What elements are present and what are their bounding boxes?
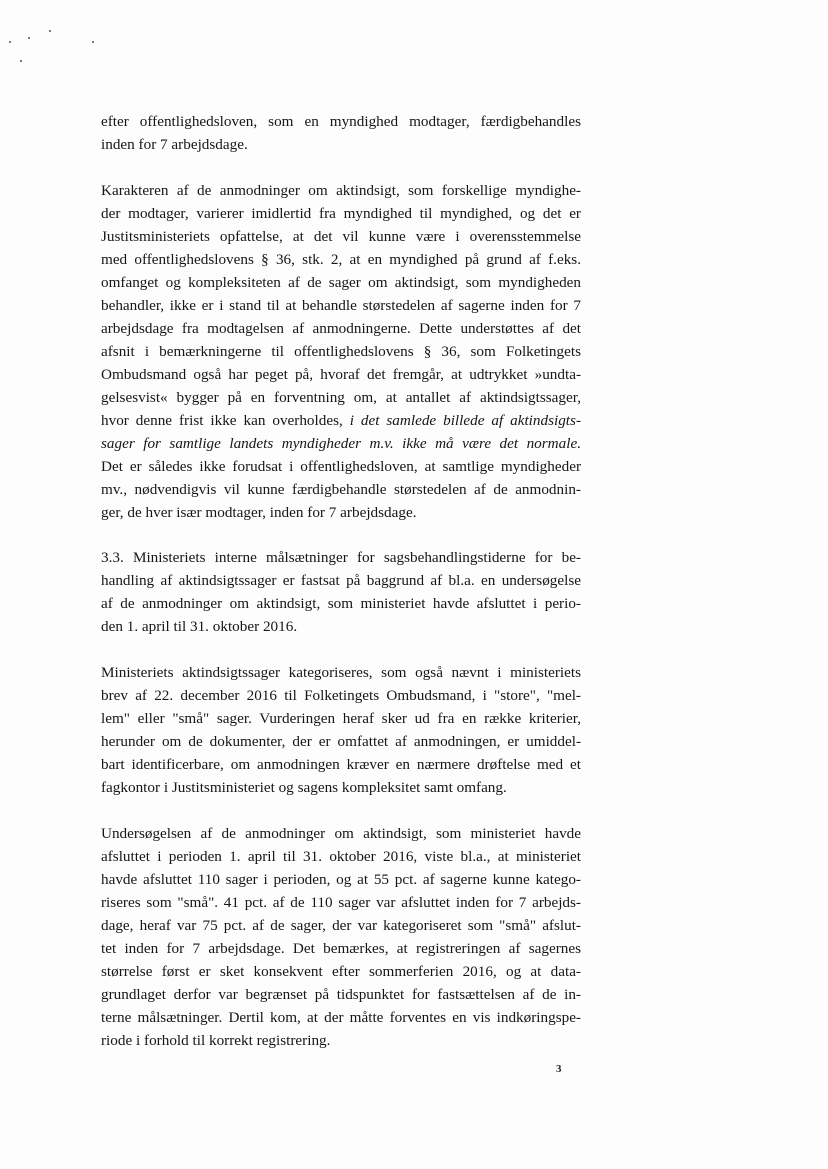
paragraph-5: [101, 822, 581, 1052]
text-line: gelsesvist« bygger på en forventning om, at antallet af aktindsigtssager,: [101, 389, 581, 406]
text-line: tet inden for 7 arbejdsdage. Det bemærkes, at registreringen af sagernes: [101, 940, 581, 957]
text-line: fagkontor i Justitsministeriet og sagens kompleksitet samt omfang.: [101, 779, 507, 796]
text-line: ger, de hver især modtager, inden for 7 arbejdsdage.: [101, 504, 417, 521]
text-line: af de anmodninger om aktindsigt, som ministeriet havde afsluttet i perio-: [101, 595, 581, 612]
text-line: inden for 7 arbejdsdage.: [101, 136, 248, 153]
text-line: afsluttet i perioden 1. april til 31. oktober 2016, viste bl.a., at ministeriet: [101, 848, 581, 865]
text-segment: hvor denne frist ikke kan overholdes,: [101, 412, 350, 429]
text-line: lem" eller "små" sager. Vurderingen heraf sker ud fra en række kriterier,: [101, 710, 581, 727]
paragraph-1: [101, 110, 581, 156]
text-line: grundlaget derfor var begrænset på tidspunktet for fastsættelsen af de in-: [101, 986, 581, 1003]
scan-speck: [9, 41, 11, 43]
text-line: 3.3. Ministeriets interne målsætninger for sagsbehandlingstiderne for be-: [101, 549, 581, 566]
text-line: Ministeriets aktindsigtssager kategoriseres, som også nævnt i ministeriets: [101, 664, 581, 681]
text-line: Justitsministeriets opfattelse, at det vil kunne være i overensstemmelse: [101, 228, 581, 245]
text-line: omfanget og kompleksiteten af de sager om aktindsigt, som myndigheden: [101, 274, 581, 291]
text-line: handling af aktindsigtssager er fastsat på baggrund af bl.a. en undersøgelse: [101, 572, 581, 589]
text-line-italic: sager for samtlige landets myndigheder m.v. ikke må være det normale.: [101, 435, 581, 452]
text-line: mv., nødvendigvis vil kunne færdigbehandle størstedelen af de anmodnin-: [101, 481, 581, 498]
text-line: størrelse først er sket konsekvent efter sommerferien 2016, og at data-: [101, 963, 581, 980]
text-line: Ombudsmand også har peget på, hvoraf det fremgår, at udtrykket »undta-: [101, 366, 581, 383]
text-line: bart identificerbare, om anmodningen kræver en nærmere drøftelse med et: [101, 756, 581, 773]
text-line: efter offentlighedsloven, som en myndighed modtager, færdigbehandles: [101, 113, 581, 130]
page-number: 3: [556, 1063, 562, 1075]
scan-speck: [92, 41, 94, 43]
text-line: terne målsætninger. Dertil kom, at der måtte forventes en vis indkøringspe-: [101, 1009, 581, 1026]
text-line: behandler, ikke er i stand til at behandle størstedelen af sagerne inden for 7: [101, 297, 581, 314]
text-line: den 1. april til 31. oktober 2016.: [101, 618, 298, 635]
paragraph-4: [101, 661, 581, 799]
text-line: herunder om de dokumenter, der er omfattet af anmodningen, er umiddel-: [101, 733, 581, 750]
scan-speck: [49, 30, 51, 32]
scan-speck: [20, 60, 22, 62]
text-line: Undersøgelsen af de anmodninger om aktindsigt, som ministeriet havde: [101, 825, 581, 842]
scan-speck: [28, 37, 30, 39]
text-line-mixed: [101, 409, 581, 432]
text-line: riode i forhold til korrekt registrering.: [101, 1032, 331, 1049]
text-line: arbejdsdage fra modtagelsen af anmodningerne. Dette understøttes af det: [101, 320, 581, 337]
text-line: afsnit i bemærkningerne til offentlighedslovens § 36, som Folketingets: [101, 343, 581, 360]
text-line: Karakteren af de anmodninger om aktindsigt, som forskellige myndighe-: [101, 182, 581, 199]
text-line: dage, heraf var 75 pct. af de sager, der var kategoriseret som "små" afslut-: [101, 917, 581, 934]
text-line: Det er således ikke forudsat i offentlighedsloven, at samtlige myndigheder: [101, 458, 581, 475]
text-line: havde afsluttet 110 sager i perioden, og at 55 pct. af sagerne kunne katego-: [101, 871, 581, 888]
text-line: brev af 22. december 2016 til Folketingets Ombudsmand, i "store", "mel-: [101, 687, 581, 704]
text-line: riseres som "små". 41 pct. af de 110 sager var afsluttet inden for 7 arbejds-: [101, 894, 581, 911]
text-line: der modtager, varierer imidlertid fra myndighed til myndighed, og det er: [101, 205, 581, 222]
paragraph-3: [101, 546, 581, 638]
italic-segment: i det samlede billede af aktindsigts-: [349, 412, 581, 429]
text-line: med offentlighedslovens § 36, stk. 2, at en myndighed på grund af f.eks.: [101, 251, 581, 268]
paragraph-2: [101, 179, 581, 524]
